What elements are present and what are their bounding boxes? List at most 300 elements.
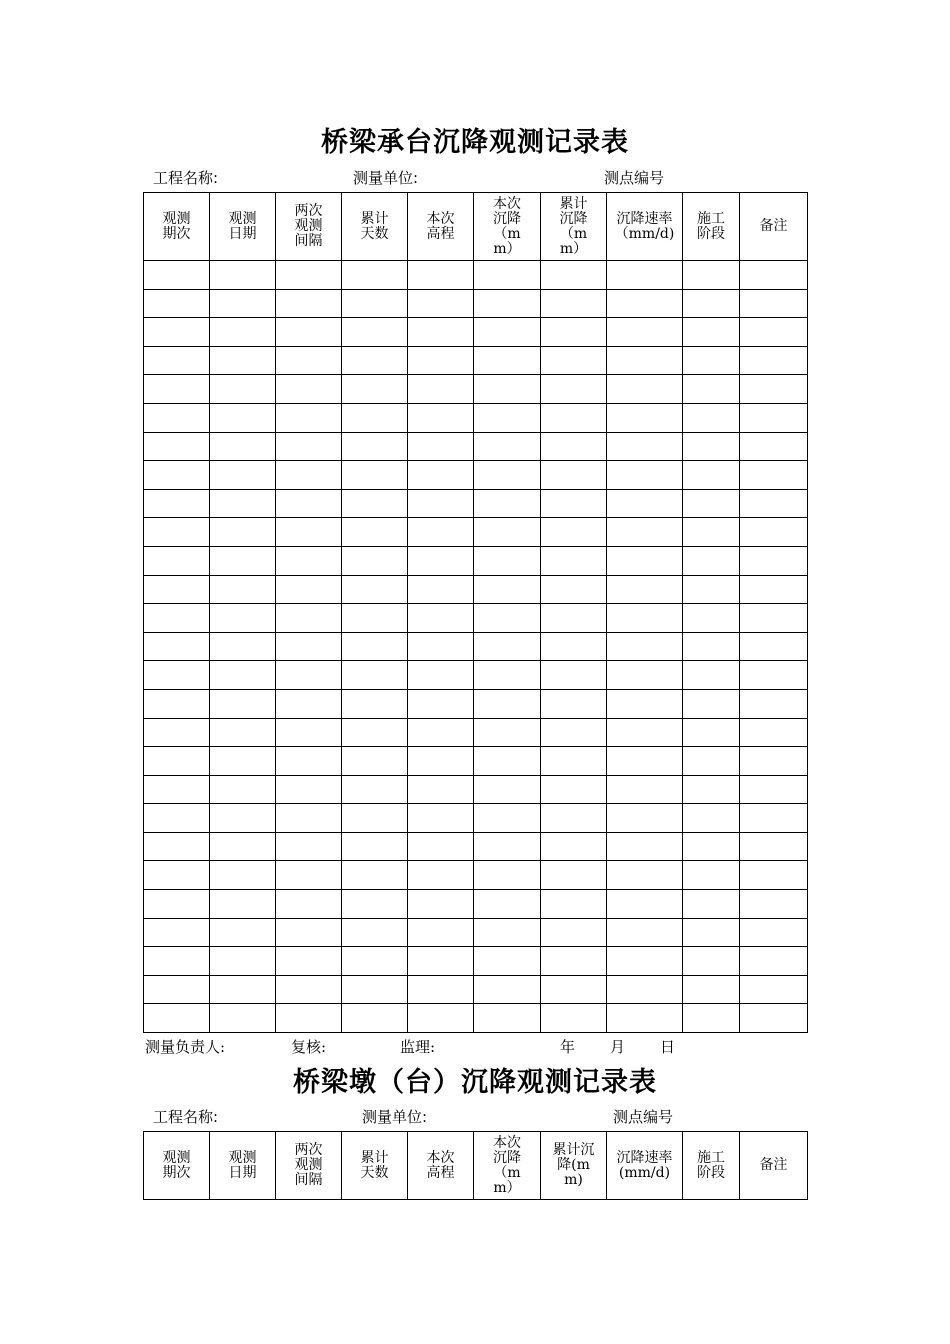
table-cell[interactable] [408, 261, 474, 290]
table-cell[interactable] [683, 689, 740, 718]
table-cell[interactable] [740, 346, 808, 375]
table-cell[interactable] [541, 689, 607, 718]
table-cell[interactable] [683, 461, 740, 490]
table-cell[interactable] [607, 804, 683, 833]
table-cell[interactable] [683, 832, 740, 861]
table-cell[interactable] [474, 718, 541, 747]
table-cell[interactable] [342, 346, 408, 375]
table-cell[interactable] [276, 861, 342, 890]
table-cell[interactable] [607, 832, 683, 861]
table-cell[interactable] [144, 403, 210, 432]
table-row [144, 861, 808, 890]
table-cell[interactable] [276, 261, 342, 290]
table-cell[interactable] [683, 775, 740, 804]
table-cell[interactable] [408, 661, 474, 690]
table-row [144, 489, 808, 518]
table-cell[interactable] [408, 346, 474, 375]
table-cell[interactable] [342, 318, 408, 347]
table-cell[interactable] [342, 546, 408, 575]
table-cell[interactable] [276, 718, 342, 747]
table-cell[interactable] [210, 1004, 276, 1033]
table-cell[interactable] [683, 489, 740, 518]
table-cell[interactable] [541, 890, 607, 919]
table-cell[interactable] [276, 947, 342, 976]
table-row [144, 689, 808, 718]
table-cell[interactable] [607, 575, 683, 604]
table-cell[interactable] [740, 289, 808, 318]
table-cell[interactable] [408, 518, 474, 547]
table-cell[interactable] [683, 718, 740, 747]
table-cell[interactable] [210, 918, 276, 947]
table-cell[interactable] [740, 632, 808, 661]
table-cell[interactable] [740, 747, 808, 776]
table-cell[interactable] [276, 832, 342, 861]
table-cell[interactable] [342, 432, 408, 461]
table-cell[interactable] [541, 918, 607, 947]
table-cell[interactable] [408, 546, 474, 575]
table-row [144, 804, 808, 833]
table-cell[interactable] [342, 518, 408, 547]
table-cell[interactable] [210, 318, 276, 347]
table-cell[interactable] [474, 289, 541, 318]
table-cell[interactable] [474, 518, 541, 547]
table-cell[interactable] [210, 747, 276, 776]
table-cell[interactable] [342, 861, 408, 890]
table-cell[interactable] [607, 375, 683, 404]
table-cell[interactable] [408, 489, 474, 518]
table-cell[interactable] [541, 775, 607, 804]
table-cell[interactable] [474, 546, 541, 575]
table-cell[interactable] [342, 890, 408, 919]
table-cell[interactable] [276, 575, 342, 604]
table-cell[interactable] [607, 318, 683, 347]
table-cell[interactable] [342, 804, 408, 833]
table-cell[interactable] [740, 403, 808, 432]
header-cell: 累计天数 [342, 193, 408, 261]
table-cell[interactable] [541, 432, 607, 461]
table-cell[interactable] [607, 1004, 683, 1033]
table-cell[interactable] [683, 346, 740, 375]
table-cell[interactable] [408, 775, 474, 804]
table-cell[interactable] [541, 546, 607, 575]
table-cell[interactable] [740, 546, 808, 575]
table-cell[interactable] [474, 489, 541, 518]
table-cell[interactable] [740, 890, 808, 919]
table-cell[interactable] [683, 403, 740, 432]
table-cell[interactable] [740, 975, 808, 1004]
table-cell[interactable] [474, 890, 541, 919]
table-cell[interactable] [342, 1004, 408, 1033]
settlement-record-table-1 [143, 192, 808, 1033]
table-cell[interactable] [740, 918, 808, 947]
table-cell[interactable] [408, 890, 474, 919]
table-cell[interactable] [408, 1004, 474, 1033]
table-cell[interactable] [342, 661, 408, 690]
table-cell[interactable] [474, 975, 541, 1004]
table-cell[interactable] [342, 918, 408, 947]
table-cell[interactable] [683, 804, 740, 833]
table-cell[interactable] [740, 432, 808, 461]
table-cell[interactable] [474, 1004, 541, 1033]
table-cell[interactable] [144, 718, 210, 747]
table-cell[interactable] [276, 918, 342, 947]
table-cell[interactable] [276, 890, 342, 919]
table-cell[interactable] [144, 1004, 210, 1033]
table-cell[interactable] [683, 975, 740, 1004]
table-cell[interactable] [144, 261, 210, 290]
table-cell[interactable] [144, 289, 210, 318]
table-cell[interactable] [474, 261, 541, 290]
table-cell[interactable] [541, 318, 607, 347]
table-cell[interactable] [408, 975, 474, 1004]
table-cell[interactable] [342, 718, 408, 747]
table-cell[interactable] [474, 432, 541, 461]
table-cell[interactable] [144, 546, 210, 575]
table-cell[interactable] [683, 632, 740, 661]
table-cell[interactable] [683, 947, 740, 976]
table-cell[interactable] [541, 632, 607, 661]
table-cell[interactable] [541, 861, 607, 890]
table-cell[interactable] [607, 918, 683, 947]
table-cell[interactable] [607, 546, 683, 575]
table-cell[interactable] [342, 832, 408, 861]
table-cell[interactable] [210, 861, 276, 890]
table-cell[interactable] [210, 289, 276, 318]
table-cell[interactable] [342, 289, 408, 318]
table-cell[interactable] [210, 546, 276, 575]
table-cell[interactable] [474, 804, 541, 833]
header-cell: 累计天数 [342, 1132, 408, 1200]
table-cell[interactable] [740, 832, 808, 861]
table-cell[interactable] [210, 632, 276, 661]
table-cell[interactable] [210, 432, 276, 461]
table-row [144, 661, 808, 690]
table-cell[interactable] [276, 318, 342, 347]
table-cell[interactable] [342, 775, 408, 804]
table-cell[interactable] [607, 604, 683, 633]
table-cell[interactable] [474, 318, 541, 347]
month-label: 月 [610, 1038, 626, 1056]
table-cell[interactable] [210, 375, 276, 404]
table-cell[interactable] [210, 604, 276, 633]
table-row [144, 461, 808, 490]
table-cell[interactable] [474, 861, 541, 890]
table-cell[interactable] [408, 318, 474, 347]
table-cell[interactable] [740, 947, 808, 976]
table-cell[interactable] [276, 747, 342, 776]
table-cell[interactable] [607, 747, 683, 776]
table-cell[interactable] [474, 918, 541, 947]
table-row [144, 518, 808, 547]
table-cell[interactable] [541, 261, 607, 290]
table-cell[interactable] [474, 604, 541, 633]
table-cell[interactable] [210, 975, 276, 1004]
table-cell[interactable] [740, 661, 808, 690]
table-cell[interactable] [144, 318, 210, 347]
table-cell[interactable] [474, 832, 541, 861]
table-cell[interactable] [144, 861, 210, 890]
table-cell[interactable] [144, 689, 210, 718]
table-cell[interactable] [474, 661, 541, 690]
table-cell[interactable] [210, 775, 276, 804]
table-cell[interactable] [474, 575, 541, 604]
table-cell[interactable] [408, 689, 474, 718]
table-cell[interactable] [740, 718, 808, 747]
header-cell: 观测日期 [210, 193, 276, 261]
table-row [144, 375, 808, 404]
table-row [144, 403, 808, 432]
table-cell[interactable] [474, 775, 541, 804]
table-cell[interactable] [210, 518, 276, 547]
table-cell[interactable] [342, 261, 408, 290]
table-cell[interactable] [144, 632, 210, 661]
table-cell[interactable] [740, 575, 808, 604]
table-cell[interactable] [144, 747, 210, 776]
table-cell[interactable] [607, 890, 683, 919]
table-cell[interactable] [607, 975, 683, 1004]
table-cell[interactable] [607, 432, 683, 461]
table-cell[interactable] [541, 346, 607, 375]
table-cell[interactable] [408, 918, 474, 947]
table-cell[interactable] [408, 947, 474, 976]
table-cell[interactable] [607, 346, 683, 375]
table-cell[interactable] [683, 318, 740, 347]
table-row [144, 918, 808, 947]
table-cell[interactable] [474, 375, 541, 404]
header-cell: 累计沉降（mm） [541, 193, 607, 261]
header-cell: 备注 [740, 193, 808, 261]
table-cell[interactable] [408, 604, 474, 633]
table-cell[interactable] [683, 747, 740, 776]
table-cell[interactable] [607, 947, 683, 976]
table-cell[interactable] [541, 375, 607, 404]
table-cell[interactable] [210, 832, 276, 861]
table-cell[interactable] [276, 289, 342, 318]
table-cell[interactable] [408, 403, 474, 432]
table-cell[interactable] [683, 432, 740, 461]
table-cell[interactable] [210, 403, 276, 432]
table-cell[interactable] [408, 375, 474, 404]
table-cell[interactable] [144, 604, 210, 633]
header-cell: 施工阶段 [683, 1132, 740, 1200]
form2-title: 桥梁墩（台）沉降观测记录表 [293, 1067, 657, 1098]
table-cell[interactable] [144, 346, 210, 375]
table-cell[interactable] [276, 804, 342, 833]
table-cell[interactable] [541, 604, 607, 633]
table-cell[interactable] [144, 661, 210, 690]
table-cell[interactable] [607, 689, 683, 718]
table-cell[interactable] [210, 261, 276, 290]
table-cell[interactable] [408, 832, 474, 861]
table-cell[interactable] [683, 289, 740, 318]
table-cell[interactable] [541, 1004, 607, 1033]
table-cell[interactable] [683, 661, 740, 690]
table-cell[interactable] [144, 832, 210, 861]
table-cell[interactable] [740, 861, 808, 890]
table-cell[interactable] [342, 947, 408, 976]
header-cell: 本次沉降（mm） [474, 1132, 541, 1200]
table-cell[interactable] [683, 861, 740, 890]
table-cell[interactable] [408, 432, 474, 461]
table-cell[interactable] [740, 604, 808, 633]
table-cell[interactable] [607, 661, 683, 690]
table-cell[interactable] [683, 518, 740, 547]
table-row [144, 261, 808, 290]
table-cell[interactable] [342, 489, 408, 518]
settlement-record-table-2 [143, 1131, 808, 1200]
table-cell[interactable] [276, 632, 342, 661]
table-cell[interactable] [541, 518, 607, 547]
table-cell[interactable] [342, 461, 408, 490]
table-cell[interactable] [276, 689, 342, 718]
table-cell[interactable] [342, 632, 408, 661]
table-cell[interactable] [144, 461, 210, 490]
table-cell[interactable] [210, 461, 276, 490]
table-cell[interactable] [607, 518, 683, 547]
table-cell[interactable] [210, 890, 276, 919]
table-cell[interactable] [474, 947, 541, 976]
table-cell[interactable] [342, 403, 408, 432]
table-cell[interactable] [144, 804, 210, 833]
table-cell[interactable] [144, 575, 210, 604]
table-cell[interactable] [474, 689, 541, 718]
day-label: 日 [660, 1038, 676, 1056]
table-cell[interactable] [541, 804, 607, 833]
table-cell[interactable] [276, 1004, 342, 1033]
table-cell[interactable] [474, 403, 541, 432]
table-cell[interactable] [342, 689, 408, 718]
table-cell[interactable] [740, 461, 808, 490]
table-cell[interactable] [607, 261, 683, 290]
table-cell[interactable] [541, 832, 607, 861]
table-cell[interactable] [740, 1004, 808, 1033]
table-cell[interactable] [541, 975, 607, 1004]
table-cell[interactable] [276, 518, 342, 547]
table-cell[interactable] [740, 261, 808, 290]
table-cell[interactable] [144, 918, 210, 947]
table-cell[interactable] [342, 375, 408, 404]
table-cell[interactable] [408, 461, 474, 490]
table-cell[interactable] [740, 375, 808, 404]
header-cell: 本次沉降（mm） [474, 193, 541, 261]
table-cell[interactable] [276, 975, 342, 1004]
table-cell[interactable] [607, 489, 683, 518]
table-cell[interactable] [210, 947, 276, 976]
table-cell[interactable] [541, 489, 607, 518]
table-cell[interactable] [210, 661, 276, 690]
table-cell[interactable] [607, 461, 683, 490]
table-cell[interactable] [607, 775, 683, 804]
table-cell[interactable] [408, 632, 474, 661]
table-cell[interactable] [541, 747, 607, 776]
table-cell[interactable] [144, 375, 210, 404]
table-cell[interactable] [683, 890, 740, 919]
table-cell[interactable] [210, 804, 276, 833]
table-cell[interactable] [683, 261, 740, 290]
table-cell[interactable] [474, 346, 541, 375]
table-cell[interactable] [740, 489, 808, 518]
table-cell[interactable] [342, 747, 408, 776]
table-cell[interactable] [276, 375, 342, 404]
table-cell[interactable] [276, 403, 342, 432]
table-cell[interactable] [408, 747, 474, 776]
table-cell[interactable] [683, 546, 740, 575]
table-cell[interactable] [607, 632, 683, 661]
table-cell[interactable] [210, 718, 276, 747]
table-cell[interactable] [541, 661, 607, 690]
table-cell[interactable] [683, 918, 740, 947]
table-cell[interactable] [144, 518, 210, 547]
table-cell[interactable] [541, 575, 607, 604]
table-cell[interactable] [607, 861, 683, 890]
header-cell: 本次高程 [408, 193, 474, 261]
header-cell: 观测日期 [210, 1132, 276, 1200]
table-cell[interactable] [144, 975, 210, 1004]
table-cell[interactable] [276, 546, 342, 575]
table-cell[interactable] [408, 861, 474, 890]
table-cell[interactable] [740, 804, 808, 833]
table-cell[interactable] [607, 403, 683, 432]
table-cell[interactable] [276, 489, 342, 518]
table-cell[interactable] [210, 489, 276, 518]
form1-title: 桥梁承台沉降观测记录表 [321, 127, 629, 158]
table-cell[interactable] [683, 375, 740, 404]
table-cell[interactable] [144, 947, 210, 976]
table-cell[interactable] [408, 575, 474, 604]
table-cell[interactable] [474, 747, 541, 776]
table-cell[interactable] [740, 775, 808, 804]
table-cell[interactable] [210, 575, 276, 604]
table-cell[interactable] [144, 432, 210, 461]
table-cell[interactable] [474, 632, 541, 661]
table-cell[interactable] [541, 718, 607, 747]
table-cell[interactable] [541, 403, 607, 432]
table-cell[interactable] [276, 775, 342, 804]
year-label: 年 [560, 1038, 576, 1056]
point-number-label: 测点编号 [604, 169, 665, 187]
table-cell[interactable] [408, 718, 474, 747]
table-cell[interactable] [607, 718, 683, 747]
header-cell: 观测期次 [144, 1132, 210, 1200]
table-cell[interactable] [210, 689, 276, 718]
table-cell[interactable] [342, 575, 408, 604]
table-cell[interactable] [144, 489, 210, 518]
table-cell[interactable] [474, 461, 541, 490]
table-cell[interactable] [541, 461, 607, 490]
table-cell[interactable] [683, 1004, 740, 1033]
table-cell[interactable] [276, 604, 342, 633]
table-cell[interactable] [276, 661, 342, 690]
table-cell[interactable] [541, 947, 607, 976]
table-cell[interactable] [144, 890, 210, 919]
table-cell[interactable] [607, 289, 683, 318]
table-cell[interactable] [342, 975, 408, 1004]
table-cell[interactable] [740, 689, 808, 718]
table-cell[interactable] [276, 432, 342, 461]
table-cell[interactable] [740, 318, 808, 347]
table-cell[interactable] [276, 461, 342, 490]
table-cell[interactable] [740, 518, 808, 547]
table-cell[interactable] [683, 575, 740, 604]
table-cell[interactable] [276, 346, 342, 375]
table-cell[interactable] [683, 604, 740, 633]
table-cell[interactable] [210, 346, 276, 375]
table-cell[interactable] [541, 289, 607, 318]
table-cell[interactable] [342, 604, 408, 633]
table-cell[interactable] [408, 289, 474, 318]
table-cell[interactable] [144, 775, 210, 804]
table-cell[interactable] [408, 804, 474, 833]
